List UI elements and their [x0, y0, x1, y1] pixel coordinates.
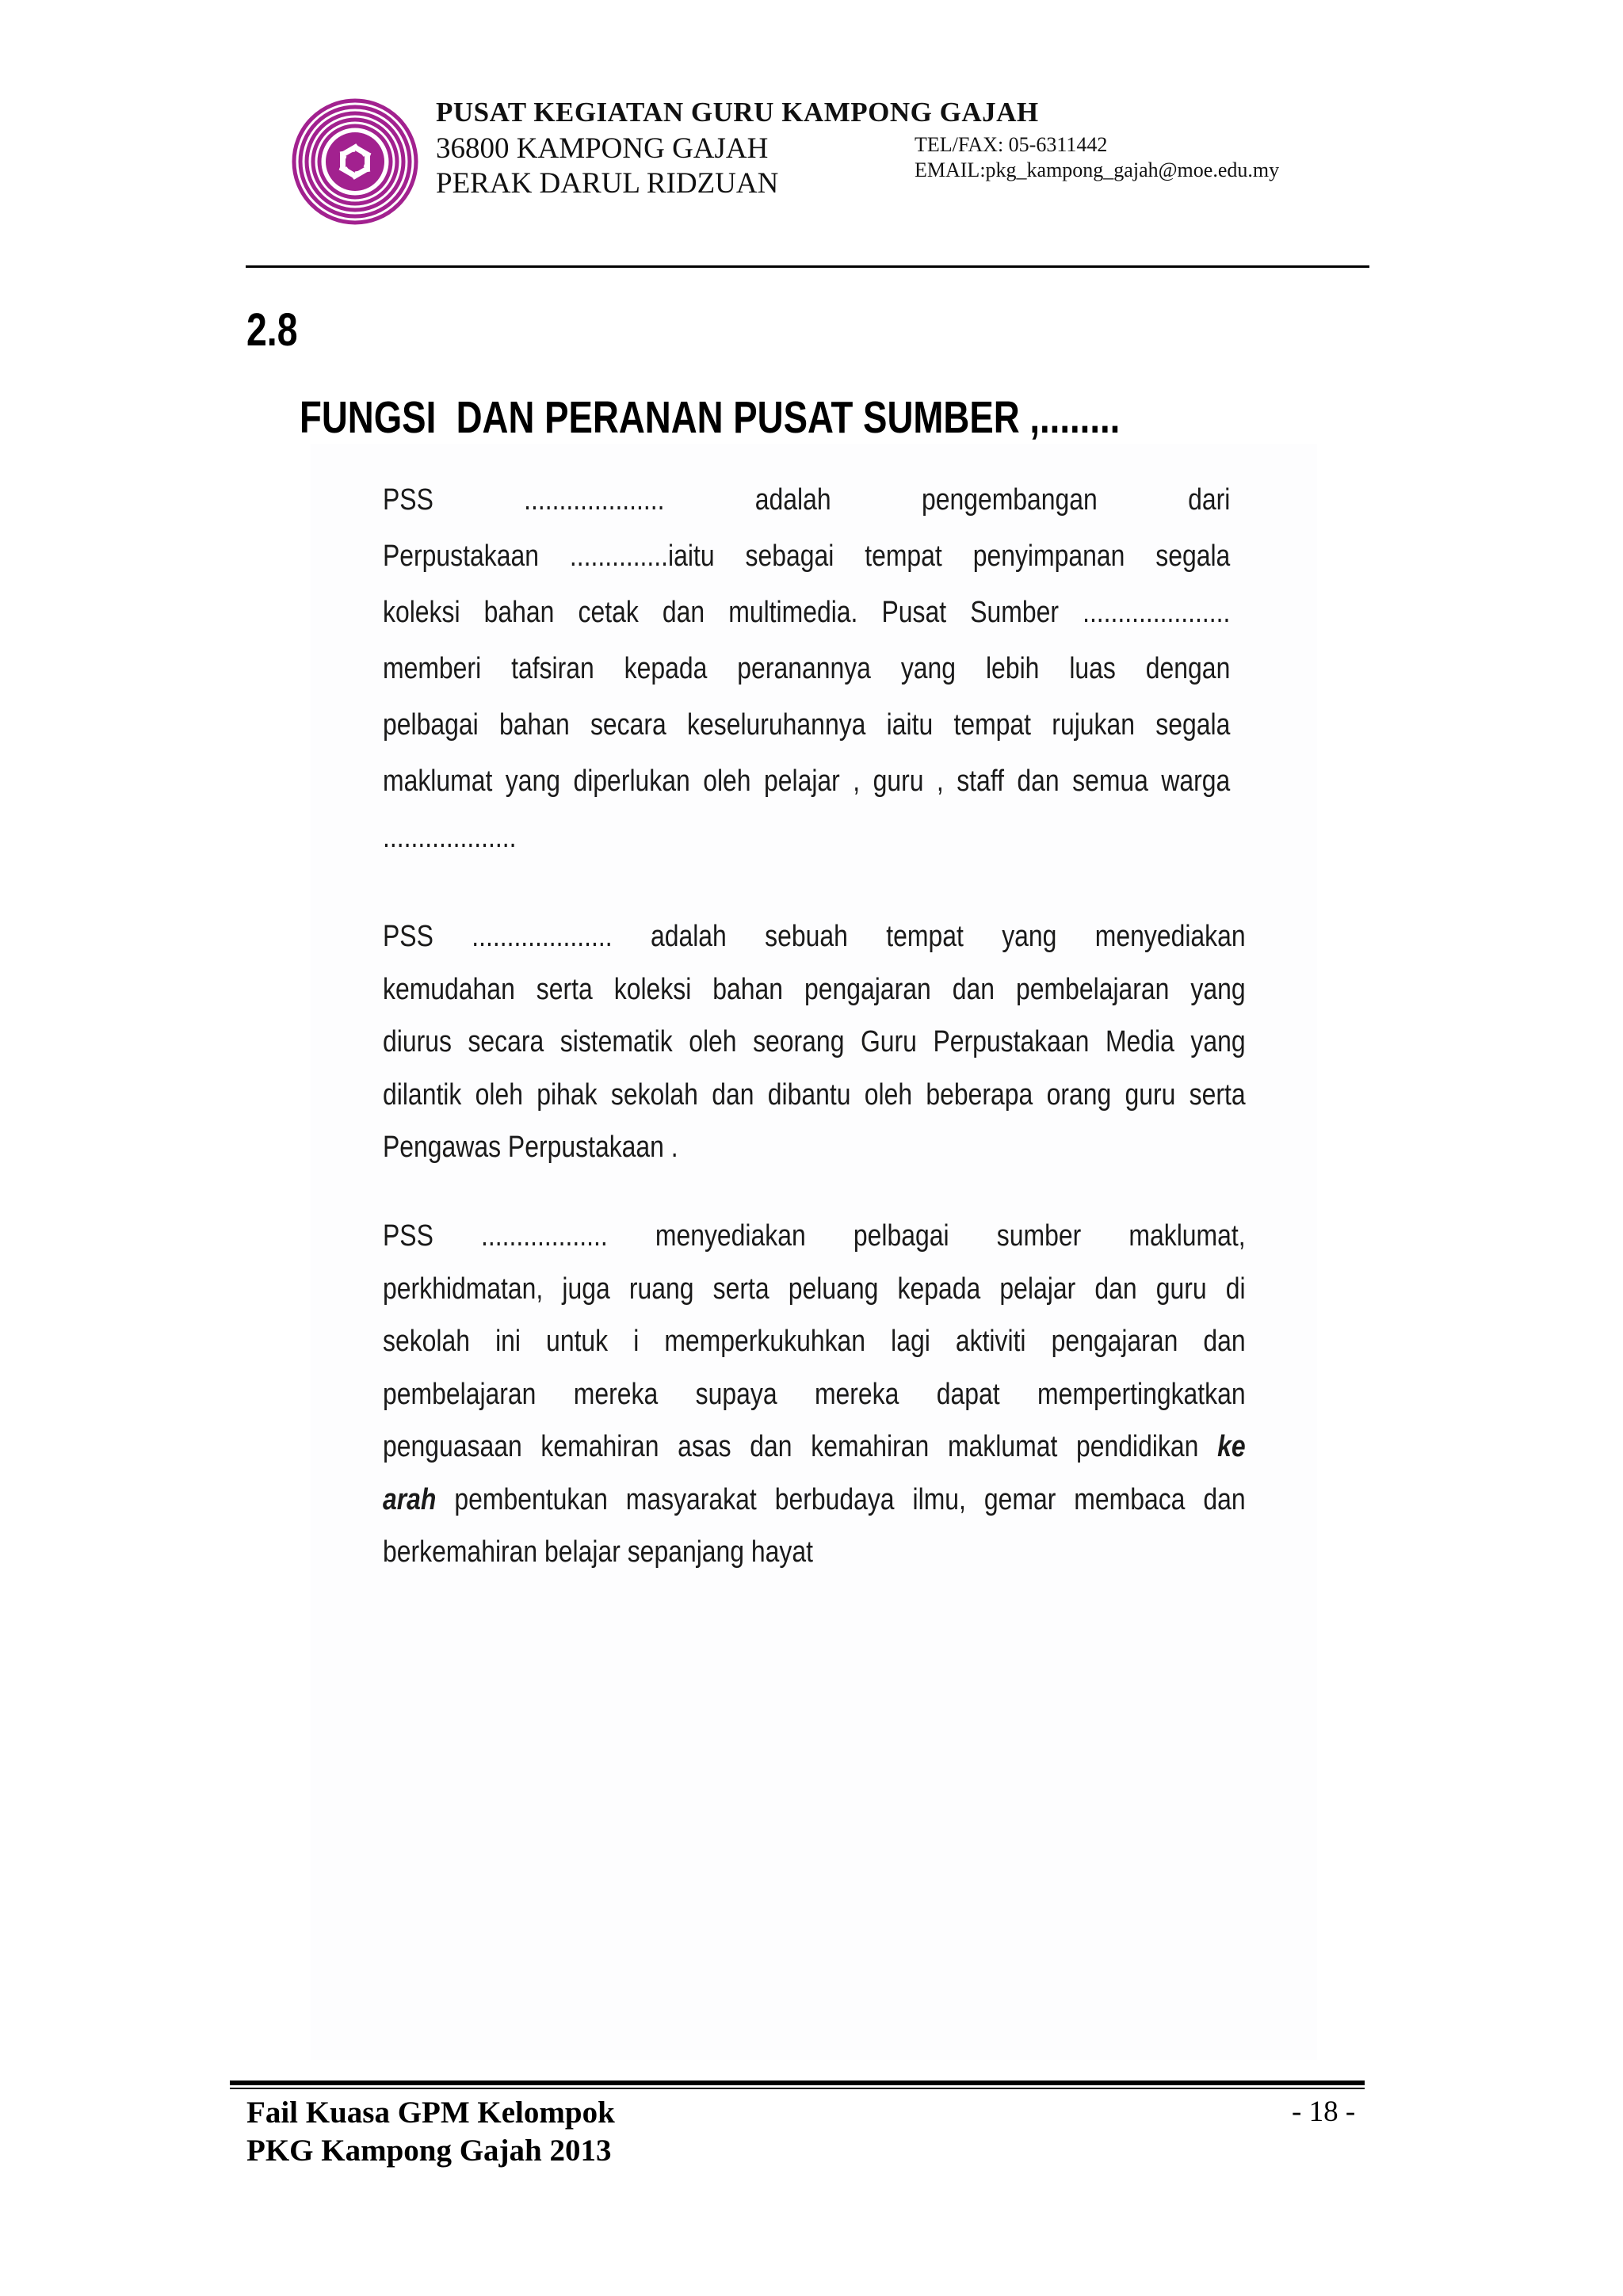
- footer-divider-thick: [230, 2081, 1365, 2085]
- header-divider: [246, 265, 1369, 268]
- paragraph-line: PSS .................. menyediakan pelbagai sumber maklumat,: [383, 1219, 1246, 1253]
- paragraph-line: memberi tafsiran kepada peranannya yang lebih luas dengan: [383, 652, 1231, 685]
- address-line-1: 36800 KAMPONG GAJAH: [436, 132, 769, 165]
- line-text: penguasaan kemahiran asas dan kemahiran maklumat pendidikan: [383, 1430, 1199, 1463]
- paragraph-line: [383, 1474, 1246, 1527]
- paragraph-line: kemudahan serta koleksi bahan pengajaran dan pembelajaran yang: [383, 972, 1246, 1006]
- pkg-logo-icon: [292, 98, 418, 225]
- tel-fax: TEL/FAX: 05-6311442: [915, 133, 1108, 156]
- footer-file-title: Fail Kuasa GPM Kelompok: [246, 2096, 615, 2130]
- paragraph-line: PSS .................... adalah sebuah tempat yang menyediakan: [383, 920, 1246, 953]
- email-address: EMAIL:pkg_kampong_gajah@moe.edu.my: [915, 158, 1280, 181]
- paragraph-line: perkhidmatan, juga ruang serta peluang kepada pelajar dan guru di: [383, 1272, 1246, 1306]
- paragraph-line: Perpustakaan ..............iaitu sebagai tempat penyimpanan segala: [383, 540, 1231, 573]
- paragraph-line: pembelajaran mereka supaya mereka dapat mempertingkatkan: [383, 1377, 1246, 1411]
- paragraph-line: diurus secara sistematik oleh seorang Guru Perpustakaan Media yang: [383, 1025, 1246, 1058]
- paragraph-line: berkemahiran belajar sepanjang hayat: [383, 1535, 814, 1569]
- section-number: 2.8: [246, 304, 298, 356]
- page-number: - 18 -: [1292, 2096, 1356, 2128]
- paragraph-3: [383, 1210, 1246, 1579]
- paragraph-2: [383, 910, 1246, 1174]
- footer-divider-thin: [230, 2088, 1365, 2089]
- paragraph-line: maklumat yang diperlukan oleh pelajar , guru , staff dan semua warga: [383, 765, 1231, 798]
- paragraph-line: Pengawas Perpustakaan .: [383, 1131, 678, 1164]
- paragraph-line: [383, 1421, 1246, 1474]
- paragraph-1: [383, 472, 1230, 866]
- emphasis-text: arah: [383, 1482, 437, 1516]
- paragraph-line: PSS .................... adalah pengembangan dari: [383, 483, 1231, 517]
- paragraph-line: sekolah ini untuk i memperkukuhkan lagi aktiviti pengajaran dan: [383, 1325, 1246, 1358]
- footer-org-year: PKG Kampong Gajah 2013: [246, 2134, 612, 2168]
- address-line-2: PERAK DARUL RIDZUAN: [436, 167, 779, 200]
- institution-name: PUSAT KEGIATAN GURU KAMPONG GAJAH: [436, 97, 1039, 128]
- line-text: pembentukan masyarakat berbudaya ilmu, gemar membaca dan: [454, 1482, 1246, 1516]
- paragraph-line: koleksi bahan cetak dan multimedia. Pusat Sumber .....................: [383, 596, 1231, 629]
- section-title: FUNGSI DAN PERANAN PUSAT SUMBER ,........: [300, 392, 1121, 443]
- paragraph-line: ...................: [383, 821, 517, 854]
- paragraph-line: dilantik oleh pihak sekolah dan dibantu oleh beberapa orang guru serta: [383, 1077, 1246, 1112]
- paragraph-line: pelbagai bahan secara keseluruhannya iaitu tempat rujukan segala: [383, 708, 1231, 742]
- emphasis-text: ke: [1217, 1430, 1246, 1463]
